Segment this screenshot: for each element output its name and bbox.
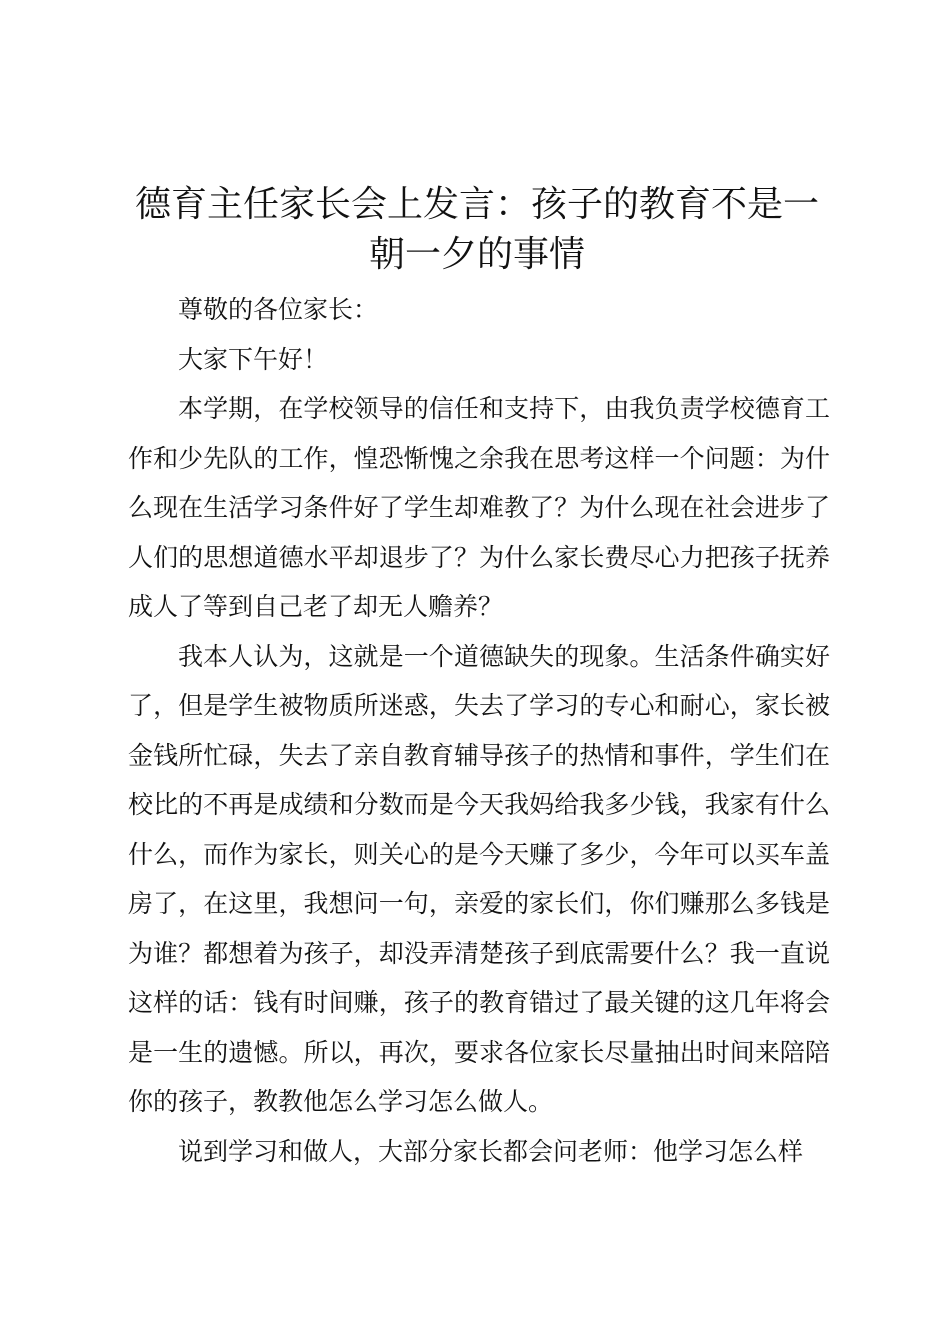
paragraph-greeting: 大家下午好！ [178, 344, 329, 374]
document-body [128, 285, 830, 1176]
paragraph-learning: 说到学习和做人，大部分家长都会问老师：他学习怎么样 [178, 1136, 804, 1166]
paragraph-opinion: 我本人认为，这就是一个道德缺失的现象。生活条件确实好了，但是学生被物质所迷惑，失去了学习的专心和耐心，家长被金钱所忙碌，失去了亲自教育辅导孩子的热情和事件，学生们在校比的不再是成绩和分数而是今天我妈给我多少钱，我家有什么什么，而作为家长，则关心的是今天赚了多少，今年可以买车盖房了，在这里，我想问一句，亲爱的家长们，你们赚那么多钱是为谁？都想着为孩子，却没弄清楚孩子到底需要什么？我一直说这样的话：钱有时间赚，孩子的教育错过了最关键的这几年将会是一生的遗憾。所以，再次，要求各位家长尽量抽出时间来陪陪你的孩子，教教他怎么学习怎么做人。 [128, 641, 830, 1116]
document-title: 德育主任家长会上发言：孩子的教育不是一朝一夕的事情 [134, 184, 819, 275]
paragraph-intro: 本学期，在学校领导的信任和支持下，由我负责学校德育工作和少先队的工作，惶恐惭愧之余我在思考这样一个问题：为什么现在生活学习条件好了学生却难教了？为什么现在社会进步了人们的思想道德水平却退步了？为什么家长费尽心力把孩子抚养成人了等到自己老了却无人赡养？ [128, 394, 830, 621]
paragraph-salutation: 尊敬的各位家长： [178, 295, 379, 324]
